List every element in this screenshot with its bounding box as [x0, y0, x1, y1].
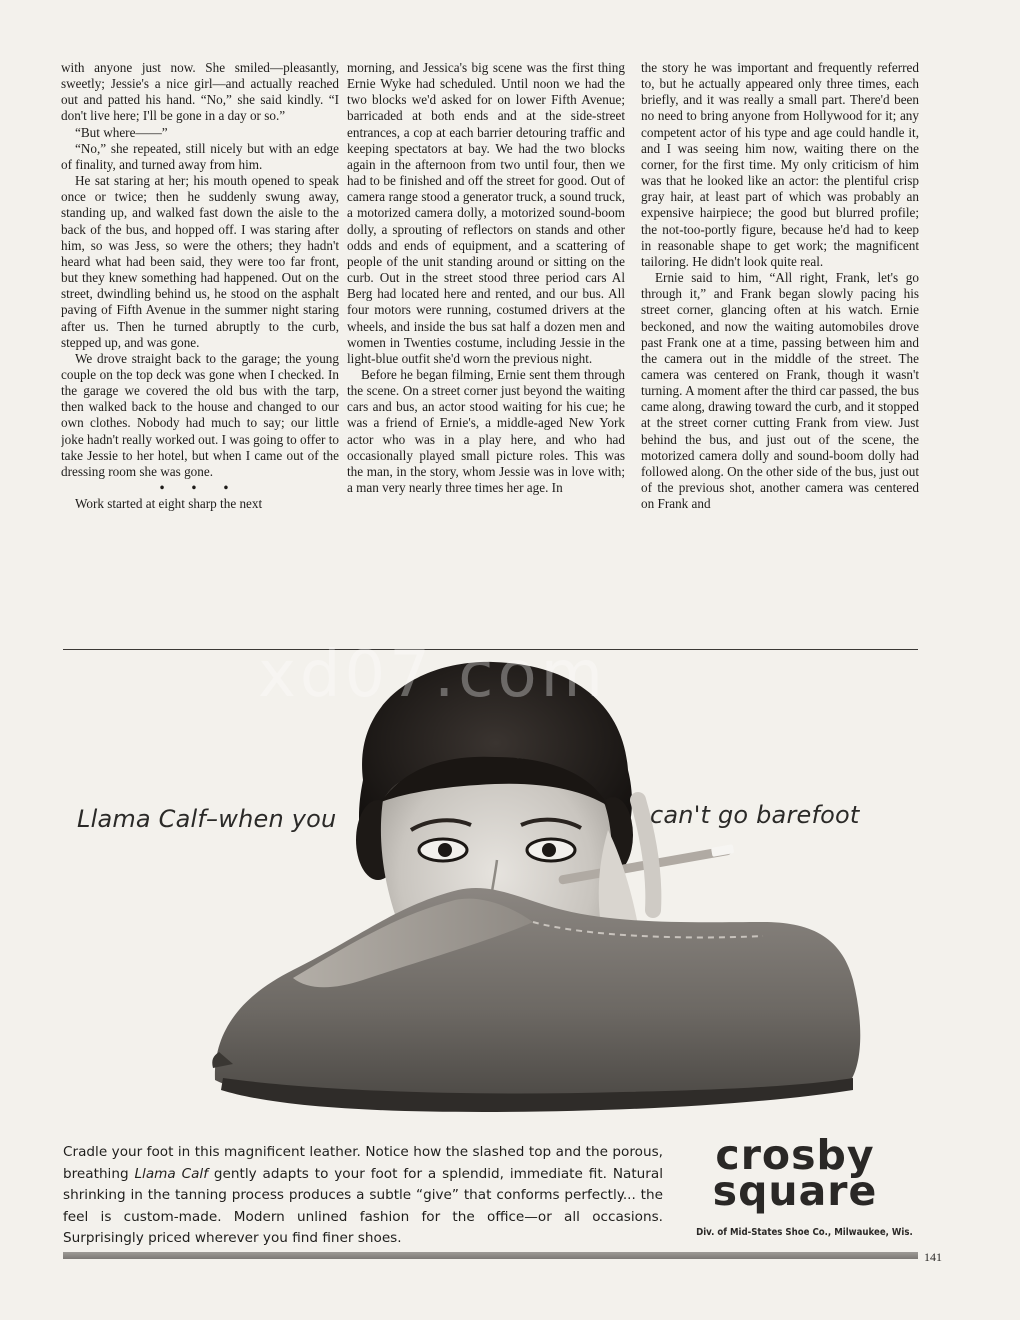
ad-copy-part-1: Cradle your foot in this magnificent leather. Notice how the slashed top and the porous, breathing	[63, 1144, 663, 1182]
ad-photo-illustration	[63, 660, 918, 1130]
brand-line-1: crosby	[715, 1131, 875, 1179]
brand-line-2: square	[712, 1167, 878, 1215]
ad-copy-italic: Llama Calf	[134, 1165, 208, 1182]
article-paragraph: with anyone just now. She smiled—pleasantly, sweetly; Jessie's a nice girl—and actually reached out and patted his hand. “No,” she said kindly. “I don't live here; I'll be gone in a day or so.”	[61, 60, 339, 124]
ad-copy-part-2: gently adapts to your foot for a splendid, immediate fit. Natural shrinking in the tanning process produces a subtle “give” that conforms perfectly... the feel is custom-made. Modern unlined fashion for the office—or all occasions. Surprisingly priced wherever you find finer shoes.	[63, 1165, 663, 1247]
article-paragraph: the story he was important and frequently referred to, but he actually appeared only three times, each briefly, and it was really a small part. There'd been no need to bring anyone from Hollywood for it; any competent actor of his type and age could handle it, and I was seeing him now, waiting there on the corner, for the first time. My only criticism of him was that he looked like an actor: the plentiful crisp gray hair, at least part of which was probably an expensive hairpiece; the good but blurred profile; the not-too-portly figure, because he'd had to keep in reasonable shape to get work; the magnificent tailoring. He didn't look quite real.	[641, 60, 919, 269]
article-paragraph: Before he began filming, Ernie sent them through the scene. On a street corner just beyond the waiting cars and bus, an actor stood waiting for his cue; he was a friend of Ernie's, a middle-aged New York actor who was in a play here, and who had occasionally played small picture roles. This was the man, in the story, whom Jessie was in love with; a man very nearly three times her age. In	[347, 366, 625, 496]
ad-body-copy	[63, 1142, 663, 1250]
article-paragraph: “No,” she repeated, still nicely but with an edge of finality, and turned away from him.	[61, 140, 339, 172]
article-paragraph: We drove straight back to the garage; the young couple on the top deck was gone when I checked. In the garage we covered the old bus with the tarp, then walked back to the house and changed to our own clothes. Nobody had much to say; our little joke hadn't really worked out. I was going to offer to take Jessie to her hotel, but when I came out of the dressing room she was gone.	[61, 350, 339, 479]
article-column-1	[61, 60, 339, 642]
article-paragraph: “But where——”	[75, 124, 168, 140]
ad-photo	[63, 660, 918, 1130]
article-paragraph: Ernie said to him, “All right, Frank, let's go through it,” and Frank began slowly pacing his street corner, glancing often at his watch. Ernie beckoned, and now the waiting automobiles drove past Frank one at a time, passing between him and the camera out in the middle of the street. The camera was centered on Frank, though it wasn't turning. A moment after the third car passed, the bus came along, drawing toward the curb, and it stopped at the street corner cutting Frank from view. Just behind the bus, and just out of the scene, the motorized camera dolly and sound-boom dolly had followed along. On the other side of the bus, just out of the previous shot, another camera was centered on Frank and	[641, 270, 919, 512]
article-paragraph: • • •	[159, 480, 241, 496]
article-paragraph: He sat staring at her; his mouth opened to speak once or twice; then he suddenly swung away, standing up, and walked fast down the aisle to the back of the bus, and hopped off. I was staring after him, so was Jess, so were the others; they hadn't heard what had been said, they were too far front, but they knew something had happened. Out on the street, dwindling behind us, he stood on the asphalt paving of Fifth Avenue in the summer night staring after us. Then he turned abruptly to the curb, stepped up, and was gone.	[61, 173, 339, 350]
footer-bar	[63, 1252, 918, 1259]
watermark-text: xd07.com	[258, 638, 607, 712]
ad-headline-right: can't go barefoot	[650, 801, 860, 829]
ad-headline-left: Llama Calf–when you	[77, 805, 337, 833]
brand-division-line: Div. of Mid-States Shoe Co., Milwaukee, Wis.	[696, 1227, 913, 1238]
brand-logo	[676, 1131, 914, 1215]
article-paragraph: morning, and Jessica's big scene was the first thing Ernie Wyke had scheduled. Until noon we had the two blocks we'd asked for on lower Fifth Avenue; barricaded at both ends and at the side-street entrances, a cop at each barrier detouring traffic and keeping spectators at bay. We had the two blocks again in the afternoon from two until four, then we had to be finished and off the street for good. Out of camera range stood a generator truck, a sound truck, a motorized camera dolly, a motorized sound-boom dolly, a sprouting of reflectors on stands and other odds and ends of equipment, and a scattering of people of the unit standing around or sitting on the curb. Out in the street stood three period cars Al Berg had located here and rented, and our bus. All four motors were running, costumed drivers at the wheels, and inside the bus sat half a dozen men and women in Twenties costume, including Jessie in the light-blue outfit she'd worn the previous night.	[347, 60, 625, 366]
article-column-2	[347, 60, 625, 642]
page-number: 141	[924, 1250, 942, 1264]
article-column-3	[641, 60, 919, 642]
article-paragraph: Work started at eight sharp the next	[75, 496, 263, 512]
